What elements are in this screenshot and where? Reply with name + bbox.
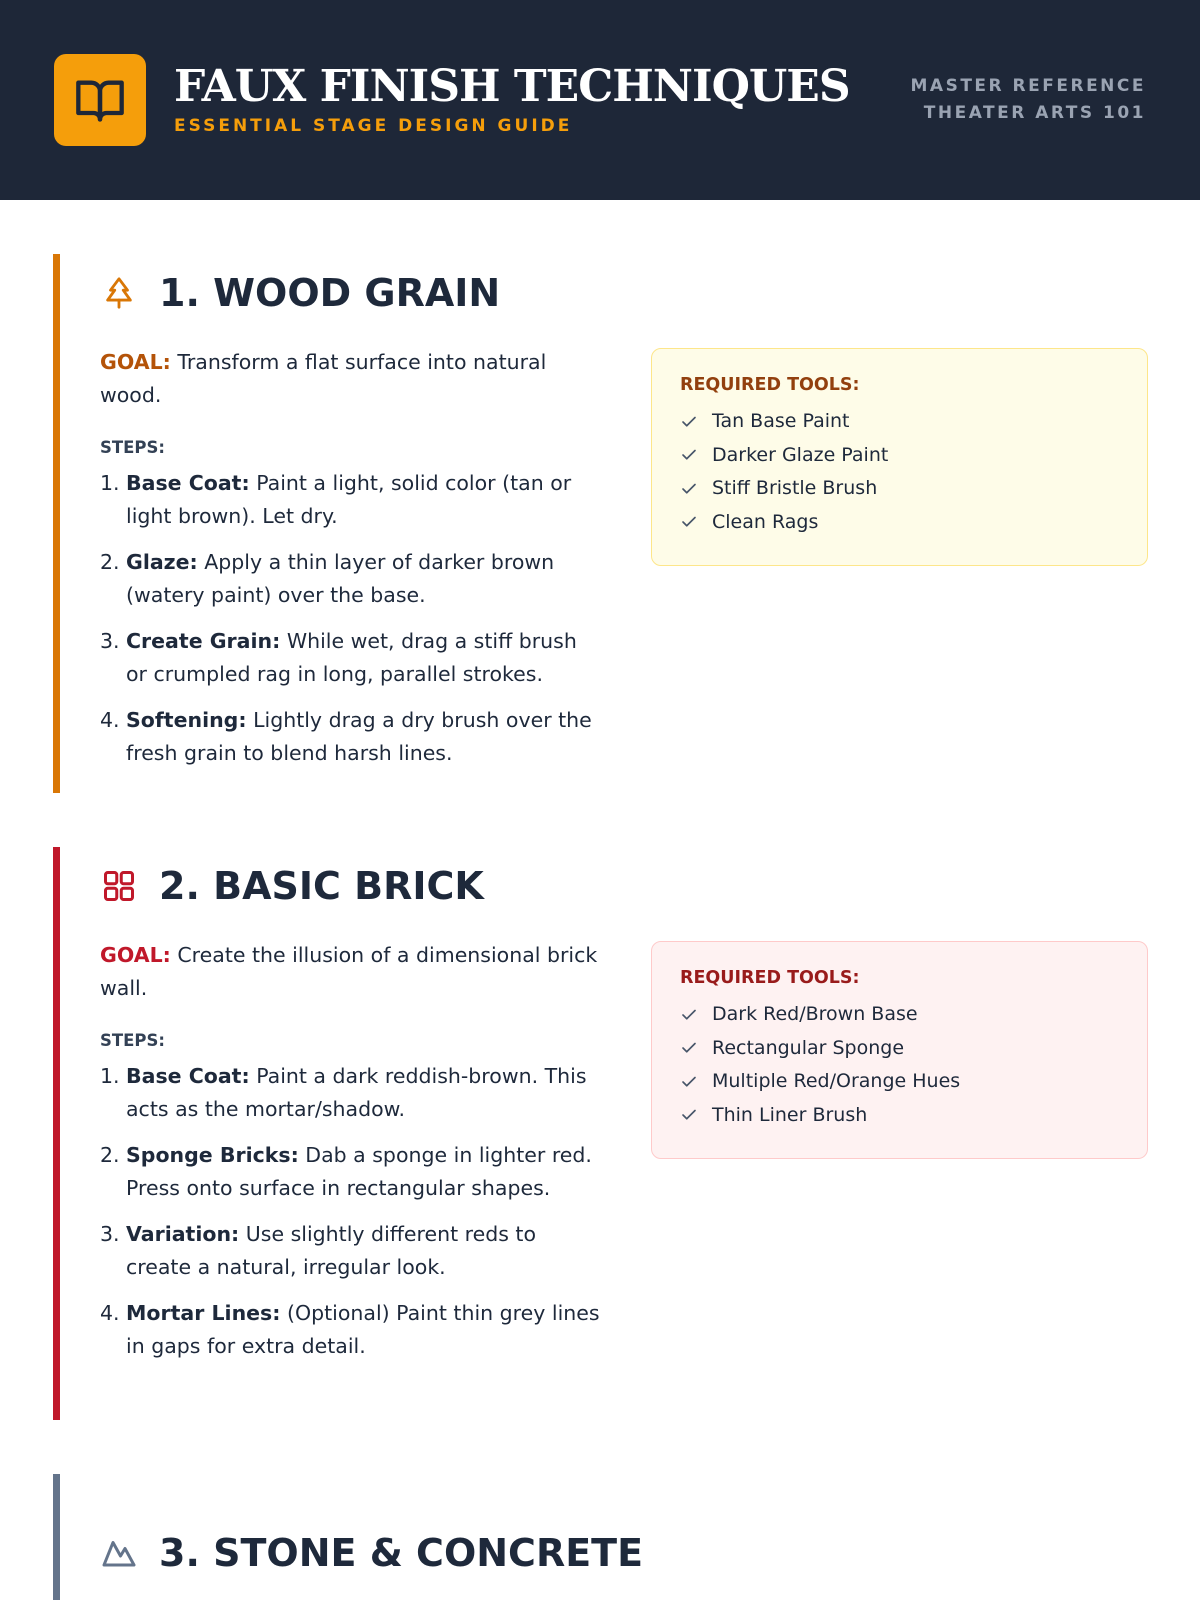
open-book-icon [74,74,126,126]
step-number: 3. [100,1222,120,1246]
list-item [680,1032,1119,1066]
header-meta [911,73,1146,127]
list-item [100,1218,600,1284]
step-title: Variation: [126,1222,240,1246]
meta-line-2: THEATER ARTS 101 [923,103,1146,123]
step-text: Use slightly different reds to create a natural, irregular look. [126,1222,537,1279]
step-title: Mortar Lines: [126,1301,281,1325]
meta-line-1: MASTER REFERENCE [910,76,1146,96]
step-text: Paint a light, solid color (tan or light brown). Let dry. [126,471,572,528]
list-item [680,1065,1119,1099]
tree-icon [101,273,137,313]
step-number: 2. [100,1143,120,1167]
list-item [100,467,600,533]
tools-list [680,405,1119,539]
section-header [101,1528,643,1578]
logo [54,54,146,146]
steps-list [100,467,600,770]
section-accent-bar [53,1474,60,1600]
step-number: 4. [100,1301,120,1325]
tool-name: Thin Liner Brush [712,1103,868,1126]
tool-name: Multiple Red/Orange Hues [712,1070,961,1092]
tools-list [680,998,1119,1132]
section-title: 2. BASIC BRICK [159,864,484,908]
brick-grid-icon [101,866,137,906]
step-text: While wet, drag a stiff brush or crumpled rag in long, parallel strokes. [126,629,577,686]
goal-description: Transform a flat surface into natural wood. [100,350,547,407]
tools-title: REQUIRED TOOLS: [680,375,860,395]
goal-label: GOAL: [100,350,171,374]
section-accent-bar [53,254,60,793]
required-tools-box [651,941,1148,1159]
list-item [100,1297,600,1363]
page-subtitle: ESSENTIAL STAGE DESIGN GUIDE [174,116,573,136]
list-item [680,472,1119,506]
section-title: 1. WOOD GRAIN [159,271,501,315]
goal-description: Create the illusion of a dimensional brick wall. [100,943,598,1000]
check-icon [680,480,698,498]
required-tools-box [651,348,1148,566]
section-basic-brick [53,847,1148,1420]
steps-label: STEPS: [100,1031,165,1050]
section-content [100,939,600,1376]
page-title: FAUX FINISH TECHNIQUES [174,61,850,112]
check-icon [680,1106,698,1124]
step-title: Base Coat: [126,471,250,495]
check-icon [680,446,698,464]
list-item [680,439,1119,473]
section-header [101,861,484,911]
tool-name: Darker Glaze Paint [712,443,889,466]
list-item [680,998,1119,1032]
step-number: 3. [100,629,120,653]
steps-list [100,1060,600,1363]
step-text: Paint a dark reddish-brown. This acts as the mortar/shadow. [126,1064,587,1121]
step-text: Dab a sponge in lighter red. Press onto surface in rectangular shapes. [126,1143,592,1200]
list-item [100,1060,600,1126]
step-text: (Optional) Paint thin grey lines in gaps for extra detail. [126,1301,600,1358]
section-content [100,346,600,783]
goal-text [100,346,600,412]
step-title: Sponge Bricks: [126,1143,299,1167]
check-icon [680,1039,698,1057]
tools-title: REQUIRED TOOLS: [680,968,860,988]
goal-text [100,939,600,1005]
step-number: 1. [100,471,120,495]
step-title: Glaze: [126,550,198,574]
list-item [680,1099,1119,1133]
section-header [101,268,500,318]
mountain-icon [101,1533,137,1573]
step-number: 1. [100,1064,120,1088]
step-number: 2. [100,550,120,574]
tool-name: Stiff Bristle Brush [712,477,878,499]
step-title: Softening: [126,708,247,732]
section-wood-grain [53,254,1148,793]
section-accent-bar [53,847,60,1420]
list-item [100,704,600,770]
goal-label: GOAL: [100,943,171,967]
check-icon [680,513,698,531]
list-item [100,546,600,612]
check-icon [680,413,698,431]
step-text: Lightly drag a dry brush over the fresh grain to blend harsh lines. [126,708,592,765]
list-item [680,506,1119,540]
step-title: Base Coat: [126,1064,250,1088]
tool-name: Tan Base Paint [712,410,850,432]
page-header [0,0,1200,200]
section-title: 3. STONE & CONCRETE [159,1531,644,1575]
check-icon [680,1073,698,1091]
steps-label: STEPS: [100,438,165,457]
tool-name: Dark Red/Brown Base [712,1003,918,1025]
list-item [680,405,1119,439]
list-item [100,625,600,691]
list-item [100,1139,600,1205]
step-title: Create Grain: [126,629,281,653]
tool-name: Rectangular Sponge [712,1036,905,1059]
tool-name: Clean Rags [712,510,819,533]
step-text: Apply a thin layer of darker brown (watery paint) over the base. [126,550,555,607]
step-number: 4. [100,708,120,732]
check-icon [680,1006,698,1024]
section-stone-concrete [53,1474,1148,1600]
